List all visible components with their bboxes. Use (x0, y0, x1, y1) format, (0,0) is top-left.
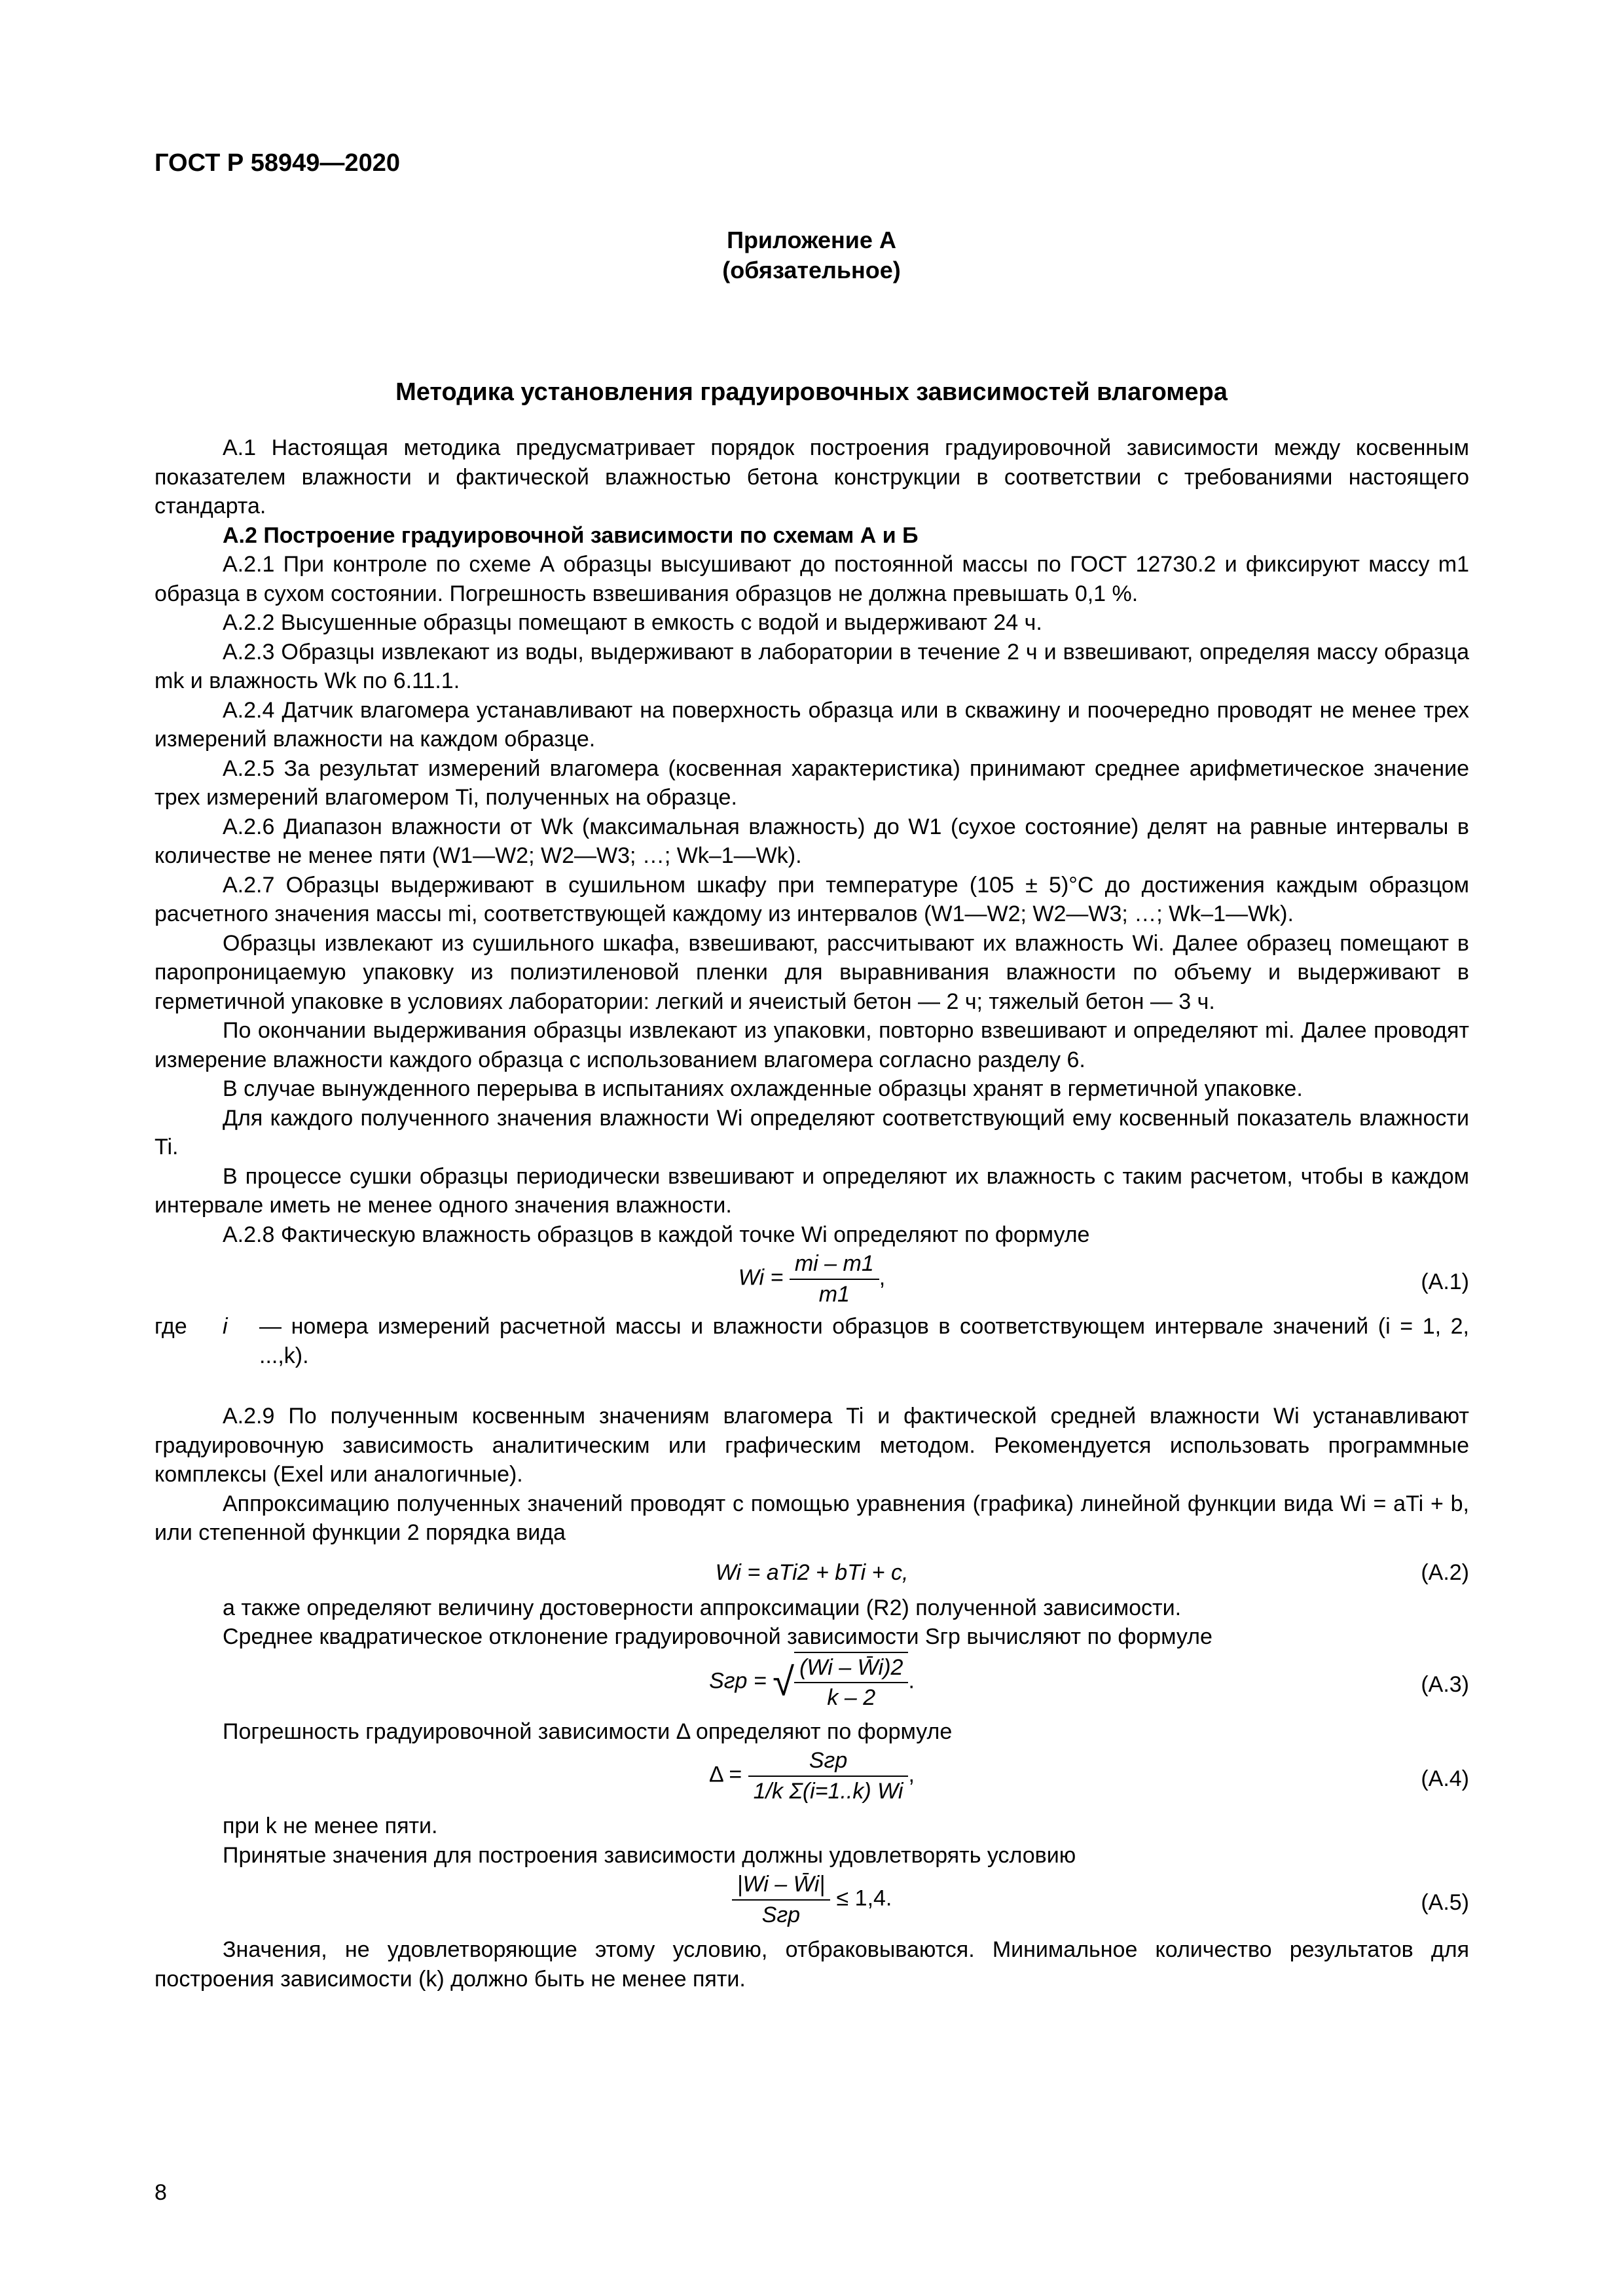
paragraph-a25: А.2.5 За результат измерений влагомера (косвенная характеристика) принимают среднее арифметическое значение трех измерений влагомером Ti, полученных на образце. (155, 756, 1469, 810)
formula-a4-denominator: 1/k Σ(i=1..k) Wi (753, 1778, 903, 1804)
paragraph-after-holding: По окончании выдерживания образцы извлекают из упаковки, повторно взвешивают и определяют mi. Далее проводят измерение влажности каждого образца с использованием влагомера согласно разделу 6. (155, 1018, 1469, 1072)
formula-a3-numerator: (Wi – W̄i)2 (794, 1653, 908, 1684)
formula-a5-numerator: |Wi – W̄i| (732, 1870, 830, 1901)
paragraph-interruption: В случае вынужденного перерыва в испытаниях охлажденные образцы хранят в герметичной упаковке. (223, 1076, 1303, 1101)
formula-a3-number: (А.3) (1421, 1671, 1469, 1697)
paragraph-indirect: Для каждого полученного значения влажности Wi определяют соответствующий ему косвенный показатель влажности Ti. (155, 1105, 1469, 1159)
where-clause (155, 1312, 1469, 1370)
formula-a1-denominator: m1 (818, 1281, 850, 1307)
formula-a1-number: (А.1) (1421, 1269, 1469, 1294)
body-text (155, 433, 1469, 1994)
paragraph-a26: А.2.6 Диапазон влажности от Wk (максимальная влажность) до W1 (сухое состояние) делят на равные интервалы в количестве не менее пяти (W1—W2; W2—W3; …; Wk–1—Wk). (155, 814, 1469, 868)
where-label: где (155, 1314, 187, 1339)
formula-a5-denominator: Sгр (761, 1902, 801, 1927)
formula-a3-lhs: Sгр = (709, 1667, 767, 1693)
paragraph-approximation: Аппроксимацию полученных значений проводят с помощью уравнения (графика) линейной функции вида Wi = aTi + b, или степенной функции 2 порядка вида (155, 1491, 1469, 1545)
formula-a2-expression: Wi = aTi2 + bTi + c, (715, 1559, 909, 1585)
paragraph-sgr: Среднее квадратическое отклонение градуировочной зависимости Sгр вычисляют по формуле (223, 1624, 1213, 1649)
paragraph-a27: А.2.7 Образцы выдерживают в сушильном шкафу при температуре (105 ± 5)°С до достижения каждым образцом расчетного значения массы mi, соответствующей каждому из интервалов (W1—W2; W2—W3; …; Wk–1—Wk). (155, 872, 1469, 926)
formula-a1-lhs: Wi = (738, 1265, 784, 1290)
paragraph-a23: А.2.3 Образцы извлекают из воды, выдерживают в лаборатории в течение 2 ч и взвешивают, определяя массу образца mk и влажность Wk по 6.11.1. (155, 639, 1469, 693)
formula-a1-tail: , (879, 1265, 886, 1290)
paragraph-k-minimum: при k не менее пяти. (223, 1813, 438, 1838)
paragraph-delta: Погрешность градуировочной зависимости Δ определяют по формуле (223, 1719, 953, 1744)
paragraph-r2: а также определяют величину достоверности аппроксимации (R2) полученной зависимости. (223, 1595, 1182, 1620)
formula-a4 (155, 1746, 1469, 1812)
main-title: Методика установления градуировочных зависимостей влагомера (395, 378, 1228, 406)
paragraph-final: Значения, не удовлетворяющие этому условию, отбраковываются. Минимальное количество результатов для построения зависимости (k) должно быть не менее пяти. (155, 1937, 1469, 1992)
formula-a2-number: (А.2) (1421, 1559, 1469, 1585)
appendix-title: Приложение А (727, 227, 896, 253)
paragraph-drying: В процессе сушки образцы периодически взвешивают и определяют их влажность с таким расчетом, чтобы в каждом интервале иметь не менее одного значения влажности. (155, 1163, 1469, 1218)
section-heading-a2: А.2 Построение градуировочной зависимости по схемам А и Б (223, 522, 919, 548)
formula-a4-numerator: Sгр (748, 1746, 909, 1777)
paragraph-a1: А.1 Настоящая методика предусматривает порядок построения градуировочной зависимости между косвенным показателем влажности и фактической влажностью бетона конструкции в соответствии с требованиями настоящего стандарта. (155, 435, 1469, 519)
where-text: — номера измерений расчетной массы и влажности образцов в соответствующем интервале значений (i = 1, 2, ...,k). (259, 1314, 1469, 1368)
paragraph-a22: А.2.2 Высушенные образцы помещают в емкость с водой и выдерживают 24 ч. (223, 610, 1042, 635)
paragraph-a29: А.2.9 По полученным косвенным значениям влагомера Ti и фактической средней влажности Wi устанавливают градуировочную зависимость аналитическим или графическим методом. Рекомендуется использовать программные комплексы (Exel или аналогичные). (155, 1404, 1469, 1487)
paragraph-condition: Принятые значения для построения зависимости должны удовлетворять условию (223, 1842, 1076, 1868)
formula-a1-numerator: mi – m1 (790, 1249, 879, 1280)
formula-a2 (155, 1548, 1469, 1594)
document-header: ГОСТ Р 58949—2020 (155, 149, 400, 177)
formula-a4-number: (А.4) (1421, 1766, 1469, 1791)
formula-a1 (155, 1249, 1469, 1312)
paragraph-a24: А.2.4 Датчик влагомера устанавливают на поверхность образца или в скважину и поочередно проводят не менее трех измерений влажности на каждом образце. (155, 697, 1469, 752)
paragraph-a28: А.2.8 Фактическую влажность образцов в каждой точке Wi определяют по формуле (223, 1222, 1090, 1247)
where-symbol: i (223, 1314, 228, 1339)
sqrt-sign: √ (773, 1659, 795, 1704)
formula-a5-number: (А.5) (1421, 1890, 1469, 1915)
formula-a3: Sгр = √ $\frac{(Wi - W̄i)2}{k - 2}$ . (А.3) (155, 1652, 1469, 1717)
page-number: 8 (155, 2180, 167, 2205)
formula-a5 (155, 1870, 1469, 1935)
paragraph-a21: А.2.1 При контроле по схеме А образцы высушивают до постоянной массы по ГОСТ 12730.2 и фиксируют массу m1 образца в сухом состоянии. Погрешность взвешивания образцов не должна превышать 0,1 %. (155, 552, 1469, 606)
formula-a4-tail: , (908, 1762, 915, 1787)
formula-a4-lhs: Δ = (709, 1762, 742, 1787)
formula-a5-tail: ≤ 1,4. (836, 1886, 892, 1911)
appendix-type: (обязательное) (722, 257, 901, 283)
formula-a3-denominator: k – 2 (827, 1685, 876, 1710)
paragraph-extract: Образцы извлекают из сушильного шкафа, взвешивают, рассчитывают их влажность Wi. Далее образец помещают в паропроницаемую упаковку из полиэтиленовой пленки для выравнивания влажности по объему и выдерживают в герметичной упаковке в условиях лаборатории: легкий и ячеистый бетон — 2 ч; тяжелый бетон — 3 ч. (155, 930, 1469, 1014)
